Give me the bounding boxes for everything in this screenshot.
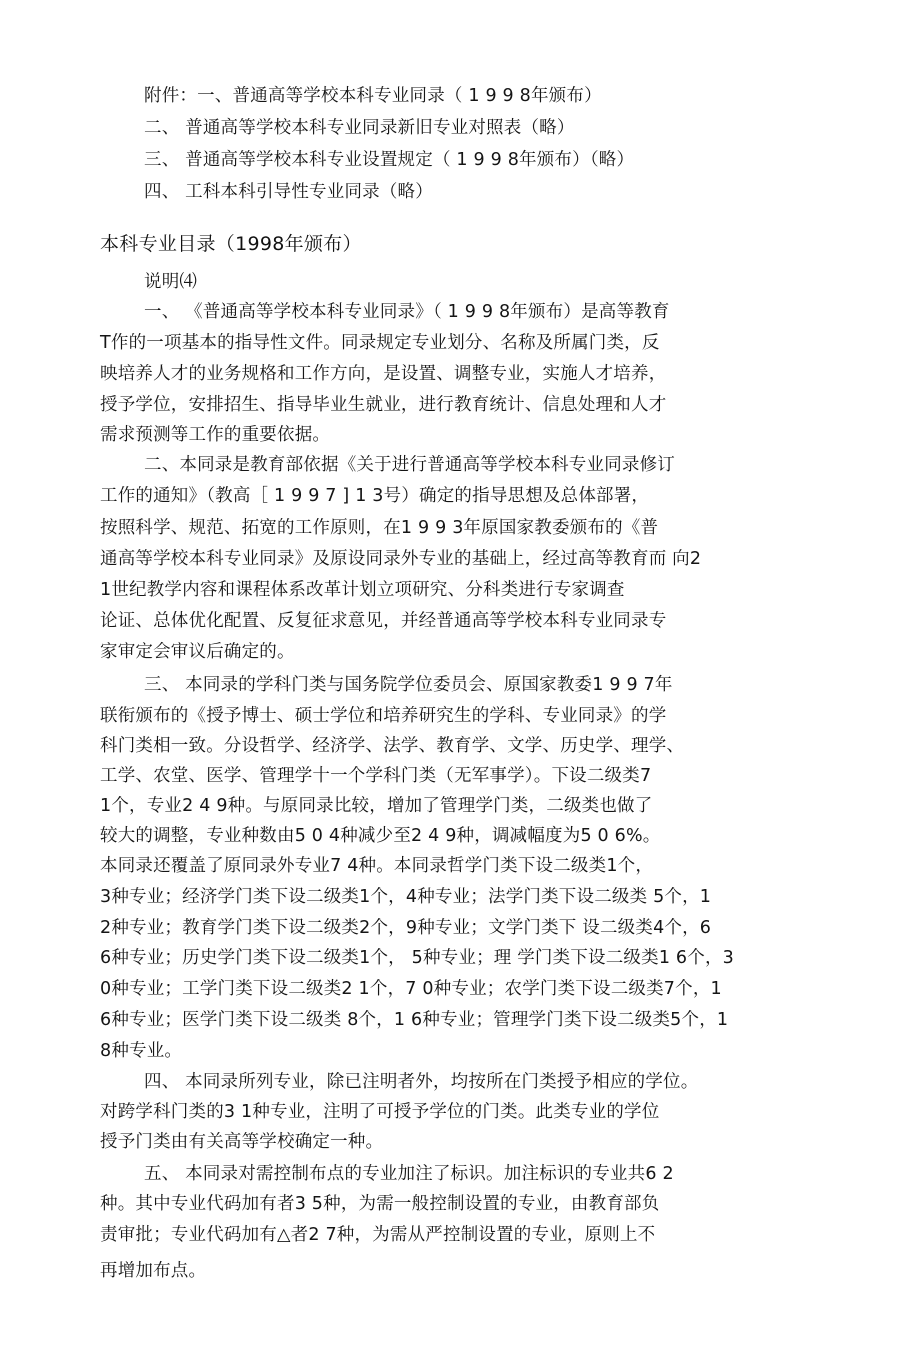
paragraph-3-line: 1个，专业2 4 9种。与原同录比较，增加了管理学门类，二级类也做了 bbox=[100, 796, 653, 816]
attachment-line-4: 四、 工科本科引导性专业同录（略） bbox=[144, 182, 433, 202]
paragraph-4-line: 授予门类由有关高等学校确定一种。 bbox=[100, 1132, 384, 1152]
paragraph-3-line: 本同录还覆盖了原同录外专业7 4种。本同录哲学门类下设二级类1个， bbox=[100, 856, 654, 876]
note-label: 说明⑷ bbox=[144, 272, 198, 292]
paragraph-2-line: 二、本同录是教育部依据《关于进行普通高等学校本科专业同录修订 bbox=[144, 455, 675, 475]
paragraph-2-line: 1世纪教学内容和课程体系改革计划立项研究、分科类进行专家调查 bbox=[100, 580, 625, 600]
paragraph-1-line: 一、 《普通高等学校本科专业同录》（ 1 9 9 8年颁布）是高等教育 bbox=[144, 302, 670, 322]
paragraph-3-line: 8种专业。 bbox=[100, 1041, 183, 1061]
section-heading: 本科专业目录（1998年颁布） bbox=[100, 233, 362, 255]
paragraph-2-line: 通高等学校本科专业同录》及原设同录外专业的基础上，经过高等教育而 向2 bbox=[100, 549, 702, 569]
paragraph-5-line: 种。其中专业代码加有者3 5种，为需一般控制设置的专业，由教育部负 bbox=[100, 1194, 660, 1214]
paragraph-5-line: 五、 本同录对需控制布点的专业加注了标识。加注标识的专业共6 2 bbox=[144, 1164, 674, 1184]
paragraph-1-line: 映培养人才的业务规格和工作方向，是设置、调整专业，实施人才培养， bbox=[100, 364, 667, 384]
paragraph-3-line: 3种专业；经济学门类下设二级类1个，4种专业；法学门类下设二级类 5个，1 bbox=[100, 887, 712, 907]
paragraph-1-line: T作的一项基本的指导性文件。同录规定专业划分、名称及所属门类，反 bbox=[100, 333, 660, 353]
paragraph-5-line: 责审批；专业代码加有△者2 7种，为需从严控制设置的专业，原则上不 bbox=[100, 1225, 656, 1245]
paragraph-2-line: 按照科学、规范、拓宽的工作原则，在1 9 9 3年原国家教委颁布的《普 bbox=[100, 518, 659, 538]
paragraph-3-line: 6种专业；历史学门类下设二级类1个， 5种专业；理 学门类下设二级类1 6个，3 bbox=[100, 948, 734, 968]
paragraph-3-line: 6种专业；医学门类下设二级类 8个，1 6种专业；管理学门类下设二级类5个，1 bbox=[100, 1010, 729, 1030]
paragraph-2-line: 论证、总体优化配置、反复征求意见，并经普通高等学校本科专业同录专 bbox=[100, 611, 667, 631]
paragraph-4-line: 对跨学科门类的3 1种专业，注明了可授予学位的门类。此类专业的学位 bbox=[100, 1102, 660, 1122]
paragraph-3-line: 较大的调整，专业种数由5 0 4种减少至2 4 9种，调减幅度为5 0 6%。 bbox=[100, 826, 661, 846]
attachment-line-2: 二、 普通高等学校本科专业同录新旧专业对照表（略） bbox=[144, 118, 575, 138]
paragraph-3-line: 0种专业；工学门类下设二级类2 1个，7 0种专业；农学门类下设二级类7个，1 bbox=[100, 979, 722, 999]
paragraph-5-line: 再增加布点。 bbox=[100, 1261, 207, 1281]
paragraph-3-line: 工学、农堂、医学、管理学十一个学科门类（无军事学）。下设二级类7 bbox=[100, 766, 652, 786]
paragraph-2-line: 家审定会审议后确定的。 bbox=[100, 642, 295, 662]
paragraph-1-line: 授予学位，安排招生、指导毕业生就业，进行教育统计、信息处理和人才 bbox=[100, 395, 667, 415]
attachment-line-1: 附件：一、普通高等学校本科专业同录（ 1 9 9 8年颁布） bbox=[144, 86, 602, 106]
attachment-line-3: 三、 普通高等学校本科专业设置规定（ 1 9 9 8年颁布）（略） bbox=[144, 150, 635, 170]
paragraph-4-line: 四、 本同录所列专业，除已注明者外，均按所在门类授予相应的学位。 bbox=[144, 1072, 699, 1092]
paragraph-3-line: 科门类相一致。分设哲学、经济学、法学、教育学、文学、历史学、理学、 bbox=[100, 736, 685, 756]
paragraph-2-line: 工作的通知》（教高［ 1 9 9 7 ] 1 3号）确定的指导思想及总体部署， bbox=[100, 486, 650, 506]
paragraph-3-line: 联衔颁布的《授予博士、硕士学位和培养研究生的学科、专业同录》的学 bbox=[100, 706, 667, 726]
paragraph-3-line: 三、 本同录的学科门类与国务院学位委员会、原国家教委1 9 9 7年 bbox=[144, 675, 673, 695]
paragraph-1-line: 需求预测等工作的重要依据。 bbox=[100, 425, 331, 445]
paragraph-3-line: 2种专业；教育学门类下设二级类2个，9种专业；文学门类下 设二级类4个，6 bbox=[100, 918, 712, 938]
